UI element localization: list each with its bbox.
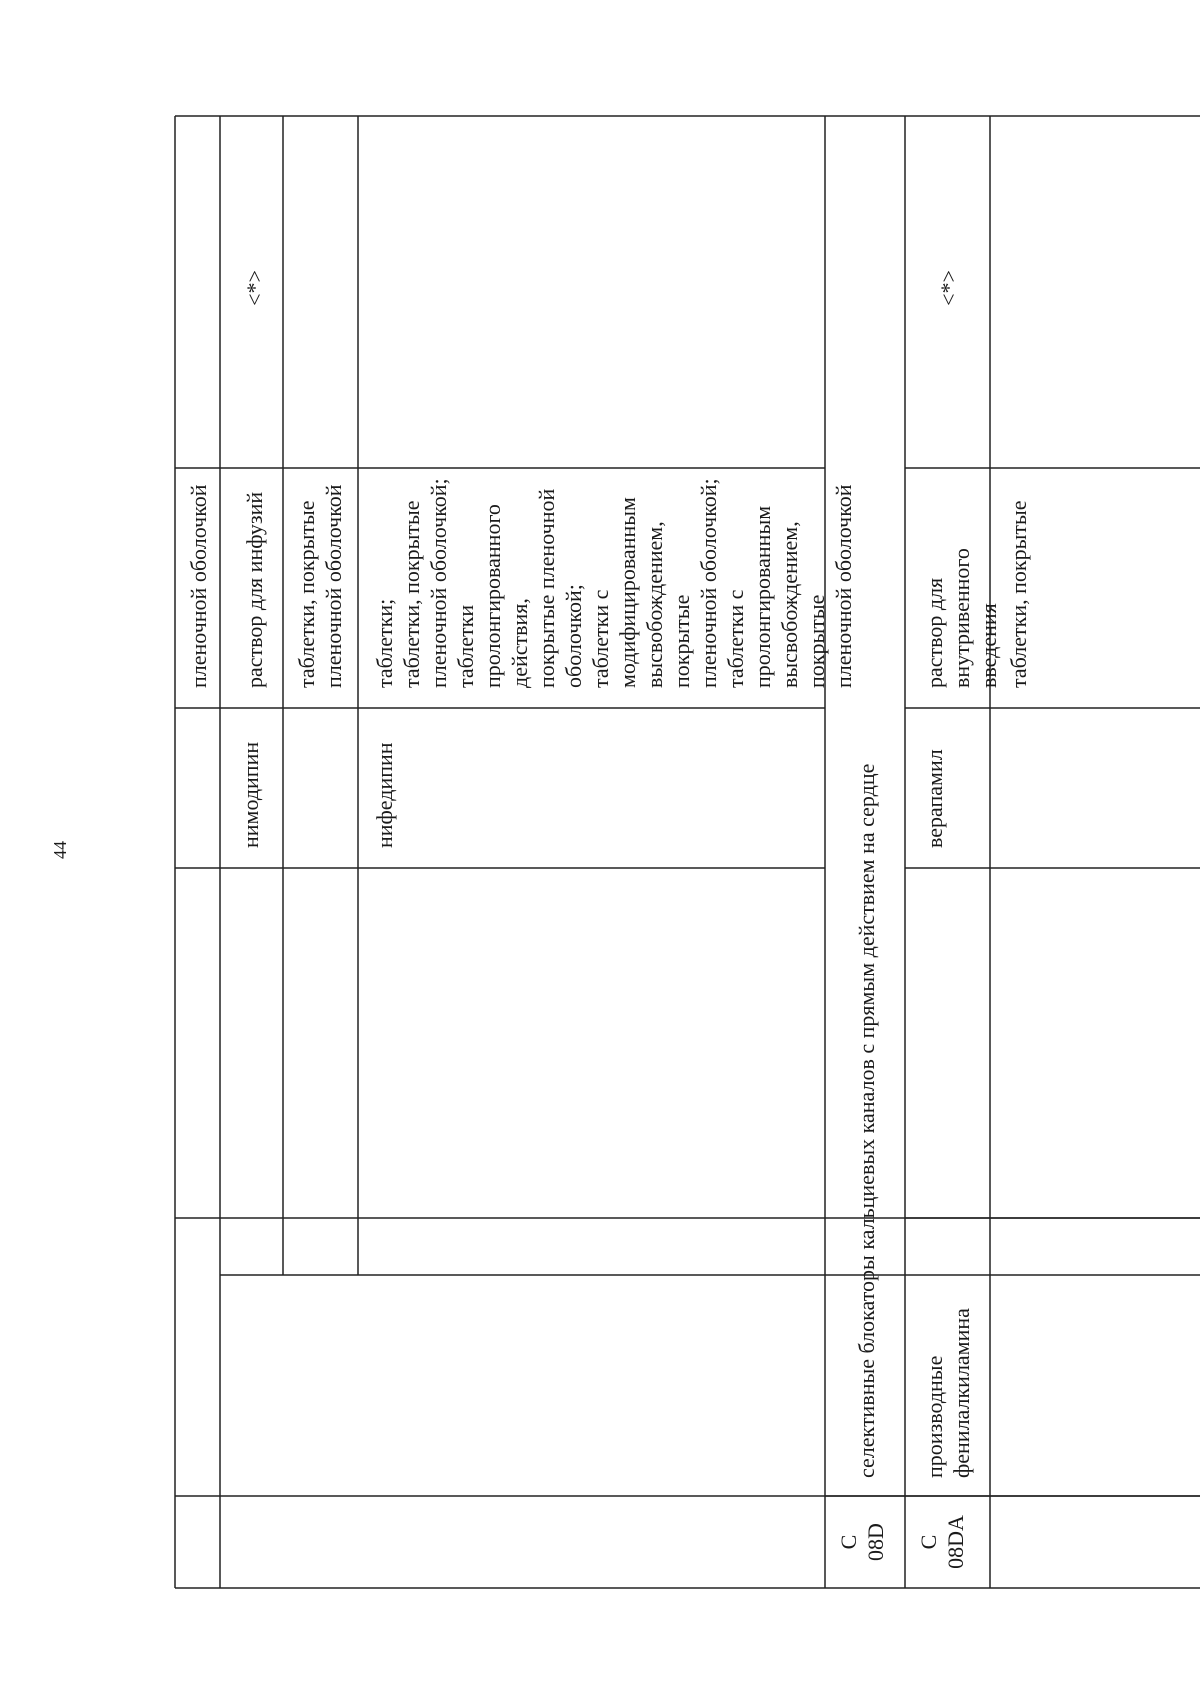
nifedipine-forms: таблетки; таблетки, покрытые пленочной оболочкой; таблетки пролонгированного действия, покрытые пленочной оболочкой; таблетки с модифицированным высвобождением, покрытые пленочной оболочкой; таблетки с пролонгированным высвобождением, покрытые пленочной оболочкой <box>372 478 856 688</box>
subgroup-c08da: производные фенилалкиламина <box>922 1308 974 1478</box>
drug-table <box>175 116 1200 1588</box>
group-c08d: селективные блокаторы кальциевых каналов с прямым действием на сердце <box>854 763 879 1478</box>
table-grid <box>175 116 1200 1588</box>
page-number: 44 <box>50 841 70 859</box>
nimodipine-name: нимодипин <box>238 741 263 848</box>
continuation-form: пленочной оболочкой <box>186 484 211 688</box>
code-c08d: С 08D <box>836 1523 888 1561</box>
nimodipine-mark: <*> <box>242 270 267 306</box>
verapamil-form-tablets: таблетки, покрытые <box>1006 500 1031 688</box>
verapamil-mark: <*> <box>936 270 961 306</box>
verapamil-name: верапамил <box>922 749 947 848</box>
nimodipine-form-tablets: таблетки, покрытые пленочной оболочкой <box>294 484 346 688</box>
nimodipine-form-infusion: раствор для инфузий <box>242 491 267 688</box>
nifedipine-name: нифедипин <box>372 742 397 848</box>
verapamil-form-iv: раствор для внутривенного введения <box>922 548 1001 688</box>
code-c08da: С 08DA <box>916 1515 968 1569</box>
